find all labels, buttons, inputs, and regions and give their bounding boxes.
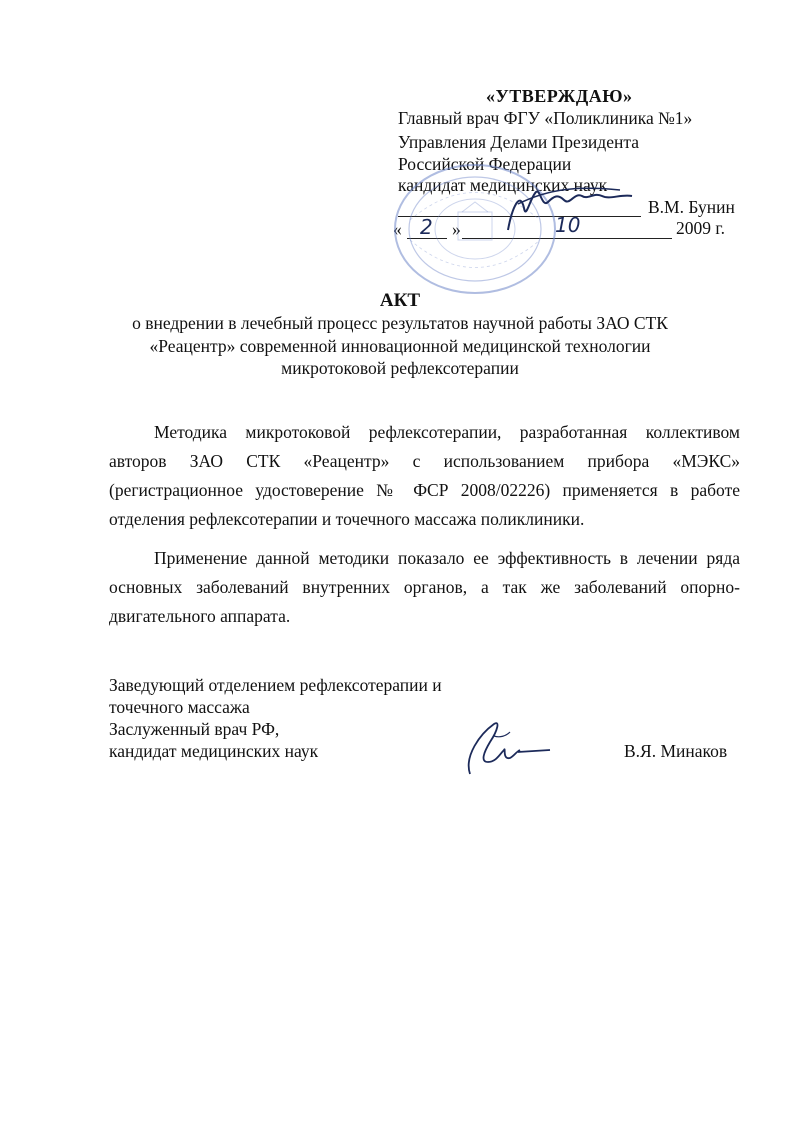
date-day: 2 <box>420 215 433 239</box>
approval-title: «УТВЕРЖДАЮ» <box>486 86 633 106</box>
approver-position-line-2: Управления Делами Президента <box>398 132 639 152</box>
body-paragraph-1: Методика микротоковой рефлексотерапии, разработанная коллективом авторов ЗАО СТК «Реацентр» с использованием прибора «МЭКС» (регистрационное удостоверение № ФСР 2008/02226) применяется в работе отделения рефлексотерапии и точечного массажа поликлиники. <box>109 422 740 529</box>
body-paragraph-2: Применение данной методики показало ее эффективность в лечении ряда основных заболеваний внутренних органов, а так же заболеваний опорно-двигательного аппарата. <box>109 548 740 626</box>
date-close-quote: » <box>452 219 461 239</box>
act-subtitle-line-3: микротоковой рефлексотерапии <box>281 358 519 378</box>
department-head-name: В.Я. Минаков <box>624 741 728 761</box>
act-subtitle-line-2: «Реацентр» современной инновационной медицинской технологии <box>149 336 651 356</box>
approver-degree: кандидат медицинских наук <box>398 175 608 195</box>
act-subtitle-line-1: о внедрении в лечебный процесс результатов научной работы ЗАО СТК <box>132 313 668 333</box>
act-title: АКТ <box>379 290 421 311</box>
approval-block <box>0 0 800 250</box>
approver-name: В.М. Бунин <box>648 197 735 217</box>
department-head-line-2: точечного массажа <box>109 697 250 717</box>
approver-position-line-3: Российской Федерации <box>398 154 572 174</box>
department-head-line-4: кандидат медицинских наук <box>109 741 319 761</box>
date-year: 2009 г. <box>676 218 725 238</box>
department-head-line-1: Заведующий отделением рефлексотерапии и <box>109 675 442 695</box>
approver-position-line-1: Главный врач ФГУ «Поликлиника №1» <box>398 108 693 128</box>
date-month: 10 <box>555 213 581 237</box>
department-head-signature <box>440 716 560 782</box>
department-head-line-3: Заслуженный врач РФ, <box>109 719 280 739</box>
date-open-quote: « <box>393 219 402 239</box>
approver-signature <box>490 178 640 242</box>
